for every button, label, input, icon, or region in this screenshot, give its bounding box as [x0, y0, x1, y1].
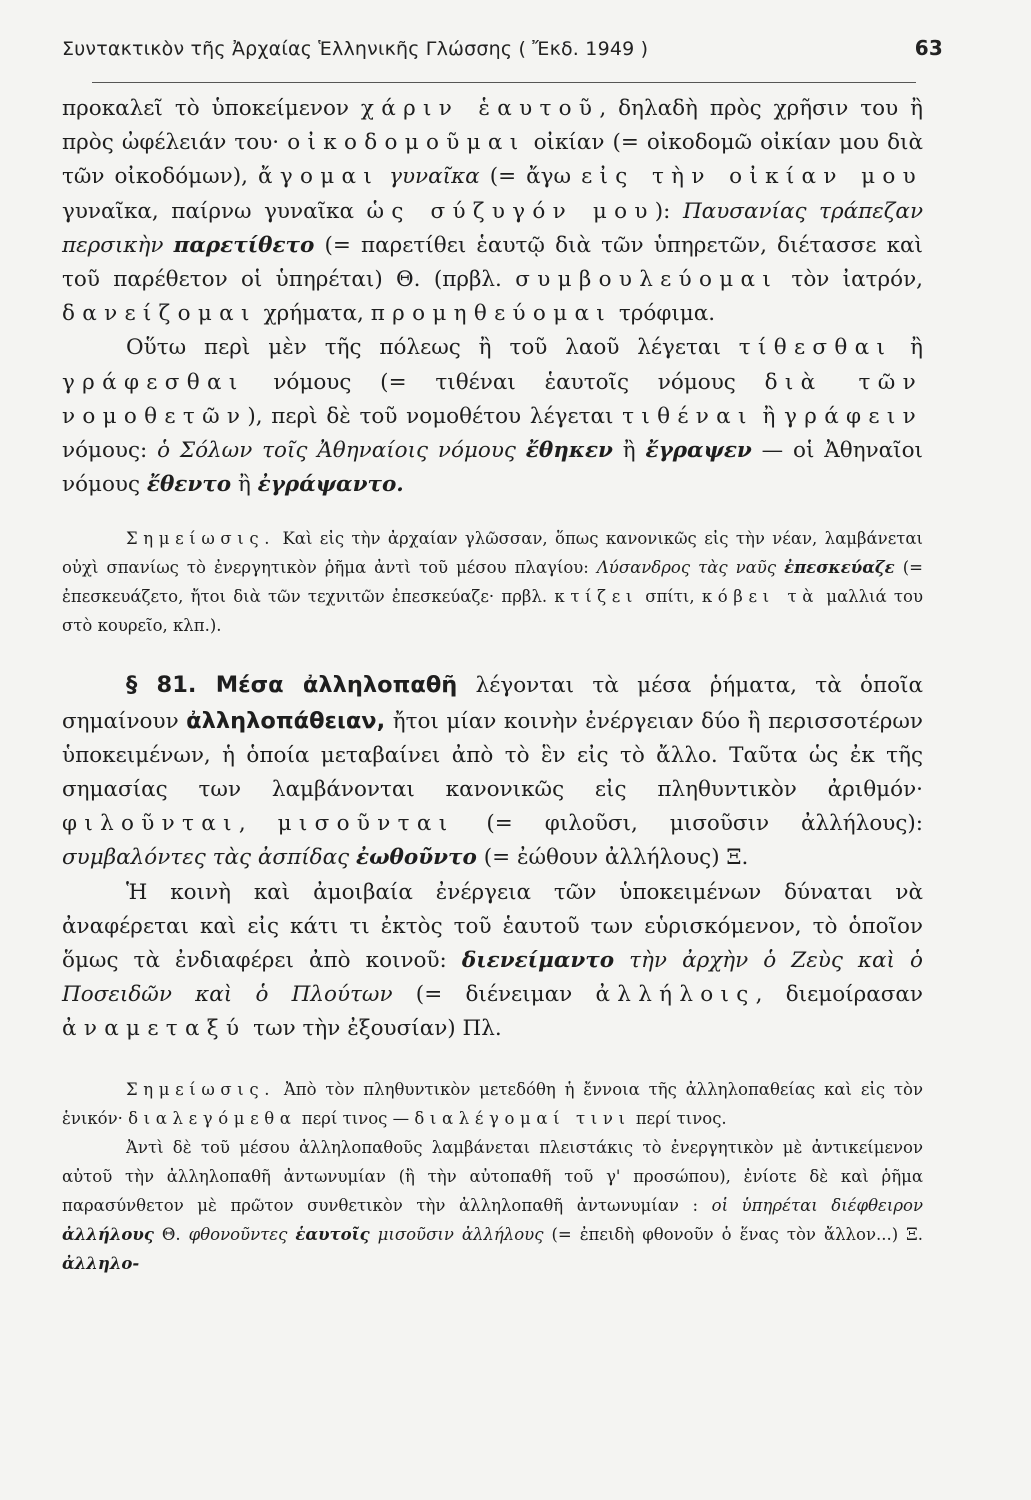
spaced-text: κτίζει	[554, 587, 638, 607]
text: ):	[654, 198, 683, 224]
spaced-text: διαλεγόμεθα	[128, 1108, 297, 1128]
text: νόμους:	[62, 438, 158, 464]
example-italic: τὴν ἀρχὴν ὁ Ζεὺς καὶ ὁ Ποσειδῶν καὶ ὁ Πλούτων	[62, 948, 923, 1008]
text: Ἀντὶ δὲ τοῦ μέσου ἀλληλοπαθοῦς λαμβάνεται πλειστάκις τὸ ἐνεργητικὸν μὲ ἀντικείμενον αὐτοῦ τὴν ἀλληλοπαθῆ ἀντωνυμίαν (ἢ τὴν αὐτοπαθῆ τοῦ γ' προσώπου), ἐνίοτε δὲ καὶ ῥῆμα παρασύνθετον μὲ πρῶτον συνθετικὸν τὴν ἀλληλοπαθῆ ἀντωνυμίαν :	[62, 1137, 923, 1215]
text: λέγονται τὰ μέσα ῥήματα, τὰ ὁποῖα σημαίνουν	[62, 673, 923, 734]
text: σπίτι,	[637, 587, 702, 607]
text: μαλλιά του στὸ κουρεῖο, κλπ.).	[62, 587, 924, 636]
text: Καὶ εἰς τὴν ἀρχαίαν γλῶσσαν, ὅπως κανονικῶς εἰς τὴν νέαν, λαμβάνεται οὐχὶ σπανίως τὸ ἐνεργητικὸν ῥῆμα ἀντὶ τοῦ μέσου πλαγίου:	[62, 529, 923, 578]
text: γυναῖκα, παίρνω γυναῖκα	[62, 198, 367, 224]
note-2	[62, 1075, 923, 1133]
text: περί τινος —	[296, 1108, 415, 1128]
example-word: ἑαυτοῖς	[295, 1224, 370, 1244]
spaced-text: διαλέγομαί τινι	[414, 1108, 631, 1128]
text: Οὕτω περὶ μὲν τῆς πόλεως ἢ τοῦ λαοῦ λέγεται	[126, 335, 739, 361]
example-verb: ἐπεσκεύαζε	[784, 558, 895, 578]
example-verb: παρετίθετο	[173, 232, 315, 258]
note-1	[62, 524, 923, 640]
text: τρόφιμα.	[612, 301, 716, 327]
text: ,	[238, 811, 278, 837]
spaced-text: τίθεσθαι	[738, 335, 893, 361]
text: ἢ	[753, 403, 785, 429]
text: ἤτοι μίαν κοινὴν ἐνέργειαν δύο ἢ περισσοτέρων ὑποκειμένων, ἡ ὁποία μεταβαίνει ἀπὸ τὸ ἓν εἰς τὸ ἄλλο. Ταῦτα ὡς ἐκ τῆς σημασίας των λαμβάνονται κανονικῶς εἰς πληθυντικὸν ἀριθμόν·	[62, 708, 923, 803]
text: χρήματα,	[256, 301, 371, 327]
note-3	[62, 1133, 923, 1278]
text: προκαλεῖ τὸ ὑποκείμενον	[62, 96, 361, 121]
spaced-text: γράφειν	[784, 403, 923, 429]
spaced-text: φιλοῦνται	[62, 811, 239, 837]
text: (= διένειμαν	[392, 982, 596, 1008]
running-header	[62, 36, 943, 68]
example-italic: Λύσανδρος τὰς ναῦς	[596, 558, 785, 578]
section-81	[62, 668, 923, 875]
spaced-text: γράφεσθαι	[62, 369, 245, 395]
note-label: Σημείωσις.	[126, 529, 276, 549]
text: ἢ	[612, 438, 646, 464]
text: οἰκίαν (= οἰκοδομῶ οἰκίαν μου διὰ τῶν οἰκοδόμων),	[62, 130, 923, 190]
spaced-text: οἰκοδομοῦμαι	[287, 130, 526, 156]
section-title: Μέσα ἀλληλοπαθῆ	[196, 672, 458, 699]
spaced-text: προμηθεύομαι	[370, 301, 613, 327]
example-verb: ἐωθοῦντο	[356, 845, 477, 871]
example-verb: ἔθηκεν	[525, 438, 613, 464]
text: Θ.	[153, 1224, 189, 1244]
example-word: ἀλλήλους	[62, 1224, 154, 1244]
note-label: Σημείωσις.	[126, 1079, 276, 1099]
text: ), περὶ δὲ τοῦ νομοθέτου λέγεται	[247, 403, 623, 429]
example-italic: οἱ ὑπηρέται διέφθειρον	[711, 1195, 923, 1215]
text: — οἱ Ἀθηναῖοι νόμους	[62, 438, 923, 498]
header-rule	[92, 82, 916, 83]
example-italic: μισοῦσιν ἀλλήλους	[369, 1224, 544, 1244]
paragraph-2	[62, 331, 923, 502]
page-number: 63	[914, 36, 943, 60]
spaced-text: χάριν ἑαυτοῦ	[360, 96, 600, 121]
term-bold: ἀλληλοπάθειαν,	[186, 707, 386, 734]
spaced-text: κόβει τὰ	[701, 587, 820, 607]
text: (= ἐώθουν ἀλλήλους) Ξ.	[476, 845, 749, 871]
example-italic: ὁ Σόλων τοῖς Ἀθηναίοις νόμους	[157, 438, 526, 464]
paragraph-3	[62, 876, 923, 1047]
header-title: Συντακτικὸν τῆς Ἀρχαίας Ἑλληνικῆς Γλώσσης ( Ἔκδ. 1949 )	[62, 38, 649, 60]
text: Ἡ κοινὴ καὶ ἀμοιβαία ἐνέργεια τῶν ὑποκειμένων δύναται νὰ ἀναφέρεται καὶ εἰς κάτι τι ἐκτὸς τοῦ ἑαυτοῦ των εὑρισκόμενον, τὸ ὁποῖον ὅμως τὰ ἐνδιαφέρει ἀπὸ κοινοῦ:	[62, 879, 923, 974]
text: των τὴν ἐξουσίαν) Πλ.	[246, 1016, 502, 1042]
paragraph-1	[62, 92, 923, 331]
text: ἢ	[231, 472, 258, 498]
text: τὸν ἰατρόν,	[778, 267, 923, 293]
section-number: § 81.	[126, 672, 197, 699]
spaced-text: εἰς τὴν οἰκίαν μου	[581, 164, 924, 190]
spaced-text: συμβουλεύομαι	[515, 267, 779, 293]
example-verb: ἔθεντο	[146, 472, 232, 498]
italic-text: γυναῖκα	[379, 164, 480, 190]
example-verb: ἐγράψαντο.	[257, 472, 404, 498]
text: (= ἐπεσκευάζετο, ἤτοι διὰ τῶν τεχνιτῶν ἐπεσκεύαζε· πρβλ.	[62, 558, 923, 607]
text: (= ἄγω	[479, 164, 582, 190]
text: (= φιλοῦσι, μισοῦσιν ἀλλήλους):	[454, 811, 924, 837]
spaced-text: δανείζομαι	[62, 301, 257, 327]
example-verb: διενείμαντο	[461, 948, 615, 974]
example-word: ἀλληλο-	[62, 1253, 140, 1273]
text: νόμους (= τιθέναι ἑαυτοῖς νόμους	[244, 369, 765, 395]
text: (= παρετίθει ἑαυτῷ διὰ τῶν ὑπηρετῶν, διέτασσε καὶ τοῦ παρέθετον οἱ ὑπηρέται) Θ. (πρβλ.	[62, 232, 923, 293]
spaced-text: ἀναμεταξύ	[62, 1016, 247, 1042]
text: περί τινος.	[630, 1108, 727, 1128]
example-italic: Παυσανίας τράπεζαν περσικὴν	[62, 198, 924, 258]
text: Ἀπὸ τὸν πληθυντικὸν μετεδόθη ἡ ἔννοια τῆς ἀλληλοπαθείας καὶ εἰς τὸν ἑνικόν·	[62, 1079, 923, 1128]
example-italic: φθονοῦντες	[188, 1224, 296, 1244]
spaced-text: διὰ τῶν νομοθετῶν	[62, 369, 923, 429]
example-verb: ἔγραψεν	[645, 438, 752, 464]
spaced-text: ἀλλήλοις	[595, 982, 756, 1008]
text: , διεμοίρασαν	[755, 982, 924, 1008]
spaced-text: τιθέναι	[622, 403, 754, 429]
spaced-text: μισοῦνται	[277, 811, 455, 837]
text: (= ἐπειδὴ φθονοῦν ὁ ἕνας τὸν ἄλλον...) Ξ.	[543, 1224, 923, 1244]
text: , δηλαδὴ πρὸς χρῆσιν του ἢ πρὸς ὠφέλειάν του·	[62, 96, 923, 156]
text: ἢ	[892, 335, 923, 361]
spaced-text: ὡς σύζυγόν μου	[366, 198, 655, 224]
example-italic: συμβαλόντες τὰς ἀσπίδας	[62, 845, 356, 871]
spaced-text: ἄγομαι	[258, 164, 380, 190]
